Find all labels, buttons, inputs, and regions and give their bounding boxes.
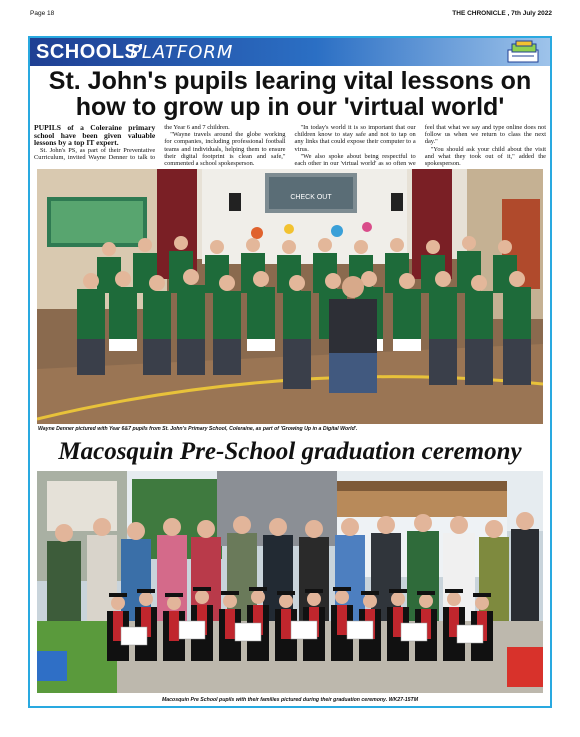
page-number: Page 18 [30, 10, 55, 17]
masthead-date: THE CHRONICLE , 7th July 2022 [452, 10, 552, 17]
story1-body [34, 124, 546, 168]
story1-caption: Wayne Denner pictured with Year 6&7 pupils from St. John's Primary School, Coleraine, as part of 'Growing Up in a Digital World'. [38, 426, 358, 432]
story2-headline: Macosquin Pre-School graduation ceremony [58, 438, 522, 465]
story2-photo [37, 471, 543, 693]
school-hall-group-photo [37, 169, 543, 424]
section-banner [30, 38, 550, 66]
story2-caption: Macosquin Pre School pupils with their families pictured during their graduation ceremony. WK27-15TM [161, 697, 419, 703]
story1-lead: PUPILS of a Coleraine primary school have been given valuable lessons by a top IT expert. [34, 124, 156, 148]
screen-slide-text: CHECK OUT [290, 194, 332, 201]
story1-paragraph: "Wayne travels around the globe working for companies, including professional football teams and individuals, helping them to ensure their digital footprint is clean and safe," commented a school spokesperson. [164, 131, 286, 168]
story1-paragraph: St. John's PS, as part of their Preventative Curriculum, invited Wayne Denner to talk to the Year 6 and 7 children. [34, 124, 230, 161]
story1-paragraph: "We also spoke about being respectful to each other in our 'virtual world' as so often we feel that what we say and type online does not follow us when we return to class the next day." [294, 124, 546, 168]
running-head [30, 8, 552, 20]
story1-headline: St. John's pupils learing vital lessons on how to grow up in our 'virtual world' [48, 67, 532, 121]
story1-photo [37, 169, 543, 424]
graduation-group-photo [37, 471, 543, 693]
story1-paragraph: "In today's world it is so important that our children know to stay safe and not to tap on any links that could expose their computer to a virus. [294, 124, 416, 153]
banner-platform: PLATFORM [130, 42, 234, 63]
school-books-icon [504, 40, 544, 64]
story1-paragraph: "You should ask your child about the visit and what they took out of it," added the spokesperson. [424, 145, 546, 168]
banner-schools: SCHOOLS' [36, 41, 144, 63]
